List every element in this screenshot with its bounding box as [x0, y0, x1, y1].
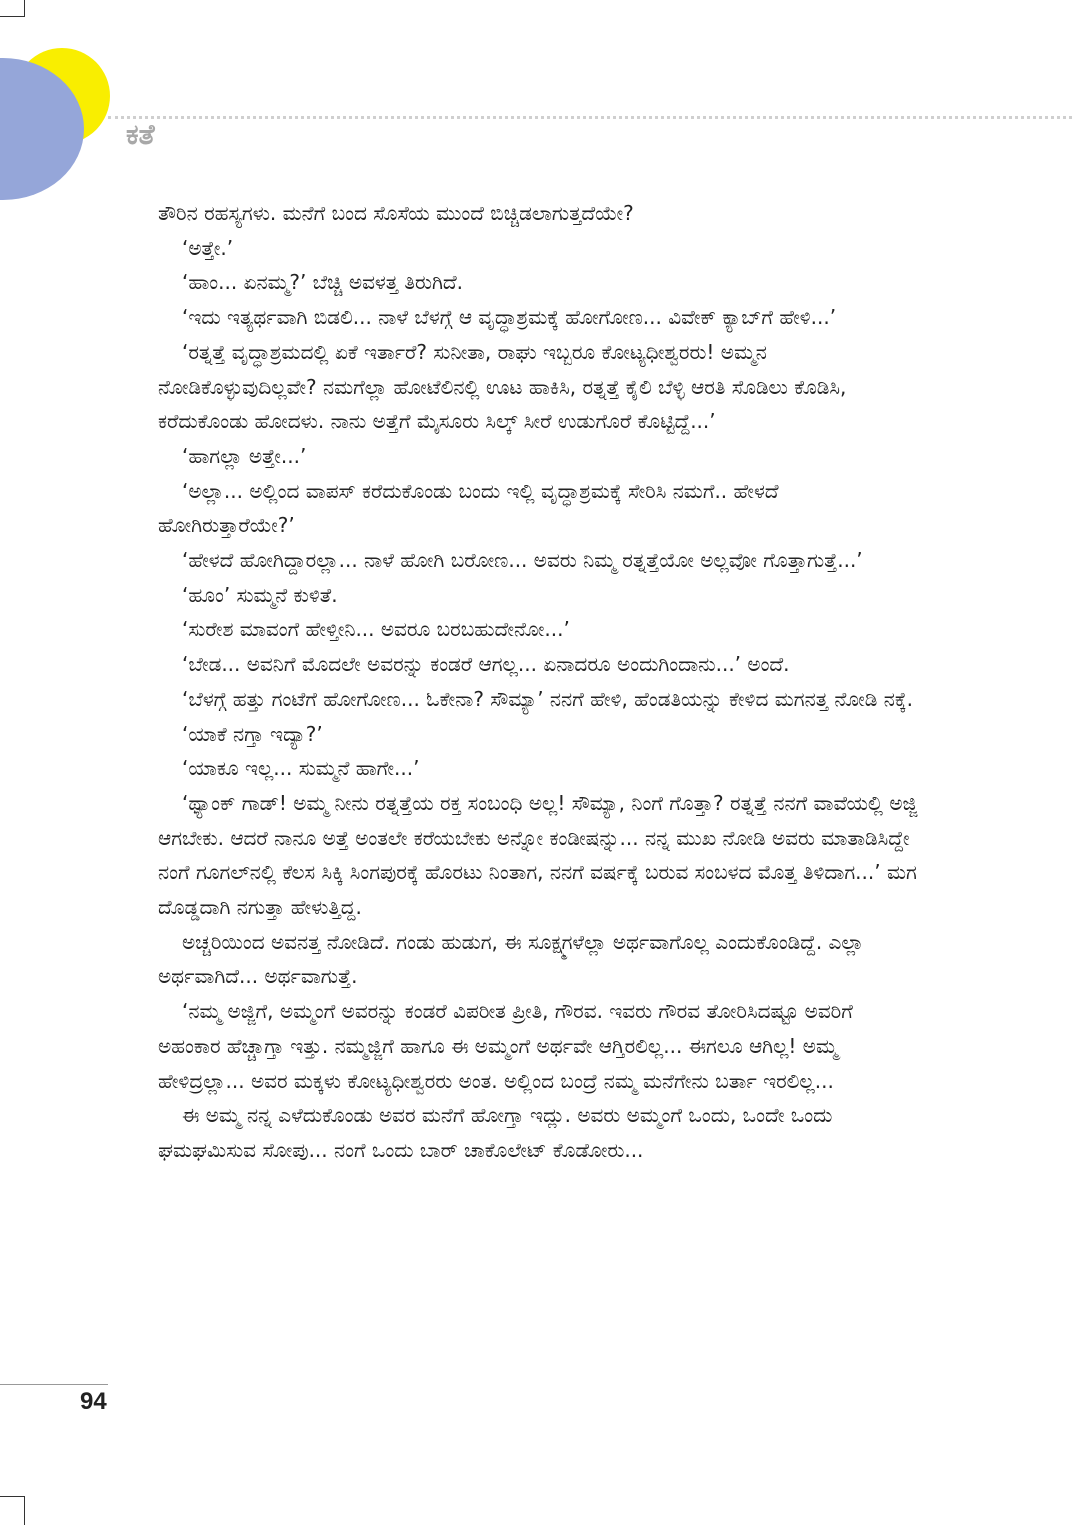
- story-paragraph: ಈ ಅಮ್ಮ ನನ್ನ ಎಳೆದುಕೊಂಡು ಅವರ ಮನೆಗೆ ಹೋಗ್ತಾ ಇದ್ಲು. ಅವರು ಅಮ್ಮಂಗೆ ಒಂದು, ಒಂದೇ ಒಂದು ಘಮಘಮಿಸುವ ಸೋಪು... ನಂಗೆ ಒಂದು ಬಾರ್ ಚಾಕೊಲೇಟ್ ಕೊಡೋರು...: [158, 1103, 833, 1162]
- story-paragraph: ‘ನಮ್ಮ ಅಜ್ಜಿಗೆ, ಅಮ್ಮಂಗೆ ಅವರನ್ನು ಕಂಡರೆ ವಿಪರೀತ ಪ್ರೀತಿ, ಗೌರವ. ಇವರು ಗೌರವ ತೋರಿಸಿದಷ್ಟೂ ಅವರಿಗೆ ಅಹಂಕಾರ ಹೆಚ್ಚಾಗ್ತಾ ಇತ್ತು. ನಮ್ಮಜ್ಜಿಗೆ ಹಾಗೂ ಈ ಅಮ್ಮಂಗೆ ಅರ್ಥವೇ ಆಗ್ತಿರಲಿಲ್ಲ... ಈಗಲೂ ಆಗಿಲ್ಲ! ಅಮ್ಮ ಹೇಳಿದ್ರಲ್ಲಾ... ಅವರ ಮಕ್ಕಳು ಕೋಟ್ಯಧೀಶ್ವರರು ಅಂತ. ಅಲ್ಲಿಂದ ಬಂದ್ರೆ ನಮ್ಮ ಮನೆಗೇನು ಬರ್ತಾ ಇರಲಿಲ್ಲ...: [158, 999, 853, 1093]
- story-paragraph: ‘ಅಲ್ಲಾ... ಅಲ್ಲಿಂದ ವಾಪಸ್ ಕರೆದುಕೊಂಡು ಬಂದು ಇಲ್ಲಿ ವೃದ್ಧಾಶ್ರಮಕ್ಕೆ ಸೇರಿಸಿ ನಮಗೆ.. ಹೇಳದೆ ಹೋಗಿರುತ್ತಾರೆಯೇ?’: [158, 478, 779, 538]
- story-paragraph: ‘ಅತ್ತೇ.’: [182, 235, 234, 260]
- story-text: [158, 196, 918, 1168]
- story-paragraph: ‘ಬೆಳಗ್ಗೆ ಹತ್ತು ಗಂಟೆಗೆ ಹೋಗೋಣ... ಓಕೇನಾ? ಸೌಮ್ಯಾ’ ನನಗೆ ಹೇಳಿ, ಹೆಂಡತಿಯನ್ನು ಕೇಳಿದ ಮಗನತ್ತ ನೋಡಿ ನಕ್ಕೆ.: [182, 686, 913, 711]
- story-paragraph: ‘ಹಾಗಲ್ಲಾ ಅತ್ತೇ...’: [182, 443, 307, 468]
- crop-mark-top-horizontal: [0, 16, 25, 17]
- story-paragraph: ‘ಥ್ಯಾಂಕ್ ಗಾಡ್! ಅಮ್ಮ ನೀನು ರತ್ನತ್ತೆಯ ರಕ್ತ ಸಂಬಂಧಿ ಅಲ್ಲ! ಸೌಮ್ಯಾ, ನಿಂಗೆ ಗೊತ್ತಾ? ರತ್ನತ್ತೆ ನನಗೆ ವಾವೆಯಲ್ಲಿ ಅಜ್ಜಿ ಆಗಬೇಕು. ಆದರೆ ನಾನೂ ಅತ್ತೆ ಅಂತಲೇ ಕರೆಯಬೇಕು ಅನ್ನೋ ಕಂಡೀಷನ್ನು... ನನ್ನ ಮುಖ ನೋಡಿ ಅವರು ಮಾತಾಡಿಸಿದ್ದೇ ನಂಗೆ ಗೂಗಲ್‌ನಲ್ಲಿ ಕೆಲಸ ಸಿಕ್ಕಿ ಸಿಂಗಪುರಕ್ಕೆ ಹೊರಟು ನಿಂತಾಗ, ನನಗೆ ವರ್ಷಕ್ಕೆ ಬರುವ ಸಂಬಳದ ಮೊತ್ತ ತಿಳಿದಾಗ...’ ಮಗ ದೊಡ್ಡದಾಗಿ ನಗುತ್ತಾ ಹೇಳುತ್ತಿದ್ದ.: [158, 790, 918, 920]
- story-paragraph: ‘ಹೂಂ’ ಸುಮ್ಮನೆ ಕುಳಿತೆ.: [182, 582, 338, 607]
- story-paragraph: ಅಚ್ಚರಿಯಿಂದ ಅವನತ್ತ ನೋಡಿದೆ. ಗಂಡು ಹುಡುಗ, ಈ ಸೂಕ್ಷ್ಮಗಳೆಲ್ಲಾ ಅರ್ಥವಾಗೊಲ್ಲ ಎಂದುಕೊಂಡಿದ್ದೆ. ಎಲ್ಲಾ ಅರ್ಥವಾಗಿದೆ... ಅರ್ಥವಾಗುತ್ತೆ.: [158, 929, 864, 989]
- story-paragraph: ‘ಯಾಕೆ ನಗ್ತಾ ಇದ್ಯಾ?’: [182, 721, 323, 746]
- header-dotted-rule: [108, 116, 1072, 119]
- story-paragraph: ‘ಯಾಕೂ ಇಲ್ಲ... ಸುಮ್ಮನೆ ಹಾಗೇ...’: [182, 756, 420, 781]
- crop-mark-bottom-horizontal: [0, 1496, 25, 1497]
- section-title: ಕತೆ: [126, 118, 155, 151]
- crop-mark-bottom-vertical: [24, 1496, 25, 1525]
- story-paragraph: ‘ಹೇಳದೆ ಹೋಗಿದ್ದಾರಲ್ಲಾ... ನಾಳೆ ಹೋಗಿ ಬರೋಣ... ಅವರು ನಿಮ್ಮ ರತ್ನತ್ತೆಯೋ ಅಲ್ಲವೋ ಗೊತ್ತಾಗುತ್ತೆ...’: [182, 548, 863, 573]
- crop-mark-top-vertical: [24, 0, 25, 16]
- story-paragraph: ‘ಹಾಂ... ಏನಮ್ಮ?’ ಬೆಚ್ಚಿ ಅವಳತ್ತ ತಿರುಗಿದೆ.: [182, 270, 463, 295]
- story-paragraph: ತೌರಿನ ರಹಸ್ಯಗಳು. ಮನೆಗೆ ಬಂದ ಸೊಸೆಯ ಮುಂದೆ ಬಿಚ್ಚಿಡಲಾಗುತ್ತದೆಯೇ?: [158, 201, 634, 225]
- footer-rule: [0, 1384, 108, 1385]
- story-paragraph: ‘ರತ್ನತ್ತೆ ವೃದ್ಧಾಶ್ರಮದಲ್ಲಿ ಏಕೆ ಇರ್ತಾರೆ? ಸುನೀತಾ, ರಾಘು ಇಬ್ಬರೂ ಕೋಟ್ಯಧೀಶ್ವರರು! ಅಮ್ಮನ ನೋಡಿಕೊಳ್ಳುವುದಿಲ್ಲವೇ? ನಮಗೆಲ್ಲಾ ಹೋಟೆಲಿನಲ್ಲಿ ಊಟ ಹಾಕಿಸಿ, ರತ್ನತ್ತೆ ಕೈಲಿ ಬೆಳ್ಳಿ ಆರತಿ ಸೊಡಿಲು ಕೊಡಿಸಿ, ಕರೆದುಕೊಂಡು ಹೋದಳು. ನಾನು ಅತ್ತೆಗೆ ಮೈಸೂರು ಸಿಲ್ಕ್ ಸೀರೆ ಉಡುಗೊರೆ ಕೊಟ್ಟಿದ್ದೆ...’: [158, 339, 847, 434]
- story-paragraph: ‘ಬೇಡ... ಅವನಿಗೆ ಮೊದಲೇ ಅವರನ್ನು ಕಂಡರೆ ಆಗಲ್ಲ... ಏನಾದರೂ ಅಂದುಗಿಂದಾನು...’ ಅಂದೆ.: [182, 652, 790, 677]
- story-paragraph: ‘ಇದು ಇತ್ಯರ್ಥವಾಗಿ ಬಿಡಲಿ... ನಾಳೆ ಬೆಳಗ್ಗೆ ಆ ವೃದ್ಧಾಶ್ರಮಕ್ಕೆ ಹೋಗೋಣ... ವಿವೇಕ್ ಕ್ಯಾಬ್‌ಗೆ ಹೇಳಿ...’: [182, 305, 837, 330]
- page-number: 94: [80, 1388, 107, 1415]
- story-paragraph: ‘ಸುರೇಶ ಮಾವಂಗೆ ಹೇಳ್ತೀನಿ... ಅವರೂ ಬರಬಹುದೇನೋ...’: [182, 617, 570, 642]
